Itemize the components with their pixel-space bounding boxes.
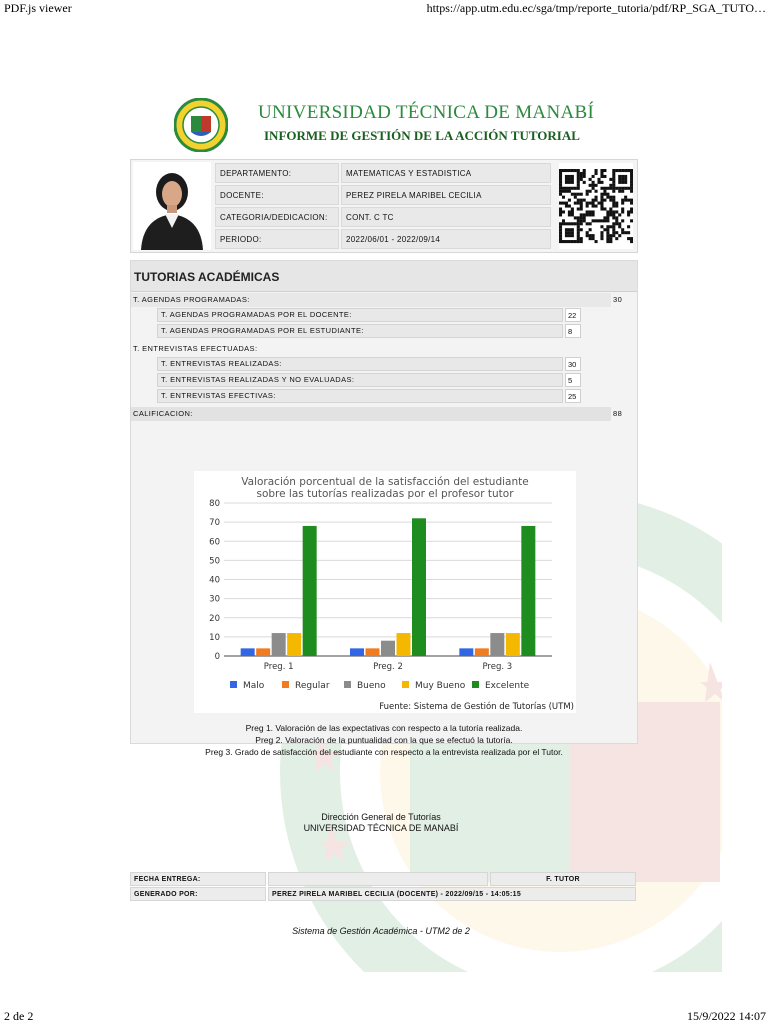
bar-regular — [366, 648, 380, 656]
y-tick-label: 40 — [209, 575, 220, 586]
info-label: PERIODO: — [215, 229, 339, 249]
teacher-info-panel — [130, 159, 638, 253]
chart-title-line1: Valoración porcentual de la satisfacción del estudiante — [241, 476, 529, 488]
chart-title-line2: sobre las tutorías realizadas por el profesor tutor — [256, 488, 514, 500]
report-title: INFORME DE GESTIÓN DE LA ACCIÓN TUTORIAL — [264, 128, 580, 143]
chart-svg — [194, 471, 576, 713]
legend-label: Regular — [295, 681, 330, 691]
bar-bueno — [381, 641, 395, 656]
bar-regular — [256, 648, 270, 656]
sga-footer: Sistema de Gestión Académica - UTM2 de 2 — [292, 926, 470, 936]
y-tick-label: 10 — [209, 632, 220, 643]
y-tick-label: 70 — [209, 518, 220, 529]
print-footer — [0, 1008, 768, 1026]
legend-swatch — [472, 681, 479, 688]
agenda-item-label: T. AGENDAS PROGRAMADAS POR EL ESTUDIANTE: — [161, 326, 364, 335]
bar-muy-bueno — [506, 633, 520, 656]
section-header — [131, 261, 637, 292]
legend-label: Muy Bueno — [415, 681, 466, 691]
teacher-photo — [133, 162, 211, 250]
calificacion-label: CALIFICACION: — [133, 409, 193, 418]
entrevistas-label: T. ENTREVISTAS EFECTUADAS: — [133, 344, 258, 353]
legend-label: Bueno — [357, 681, 386, 691]
print-datetime: 15/9/2022 14:07 — [686, 1009, 766, 1023]
ftutor-label: F. TUTOR — [490, 872, 636, 886]
direction-line2: UNIVERSIDAD TÉCNICA DE MANABÍ — [303, 823, 459, 833]
bar-muy-bueno — [287, 633, 301, 656]
generado-value: PEREZ PIRELA MARIBEL CECILIA (DOCENTE) - 2022/09/15 - 14:05:15 — [268, 887, 636, 901]
entrevista-item-label: T. ENTREVISTAS REALIZADAS Y NO EVALUADAS: — [161, 375, 355, 384]
qr-code-icon — [559, 163, 633, 249]
fecha-value — [268, 872, 488, 886]
university-title: UNIVERSIDAD TÉCNICA DE MANABÍ — [258, 102, 595, 123]
note-preg1: Preg 1. Valoración de las expectativas con respecto a la tutoría realizada. — [245, 723, 523, 733]
bar-bueno — [272, 633, 286, 656]
print-header — [0, 0, 768, 18]
report-page — [40, 22, 722, 976]
legend-swatch — [344, 681, 351, 688]
y-tick-label: 80 — [209, 499, 220, 509]
info-label: DEPARTAMENTO: — [215, 163, 339, 183]
y-tick-label: 20 — [209, 613, 220, 624]
bar-regular — [475, 648, 489, 656]
info-label: DOCENTE: — [215, 185, 339, 205]
fecha-label: FECHA ENTREGA: — [130, 872, 266, 886]
page-url[interactable]: https://app.utm.edu.ec/sga/tmp/reporte_tutoria/pdf/RP_SGA_TUTO… — [426, 1, 766, 15]
entrevista-item-value: 25 — [565, 389, 581, 403]
calificacion-row — [131, 407, 611, 421]
university-logo-icon — [174, 98, 228, 152]
viewer-title: PDF.js viewer — [4, 1, 72, 15]
generado-row — [130, 887, 636, 901]
agendas-label: T. AGENDAS PROGRAMADAS: — [133, 295, 250, 304]
calificacion-value: 88 — [613, 409, 623, 418]
section-title: TUTORIAS ACADÉMICAS — [134, 270, 280, 284]
y-tick-label: 60 — [209, 537, 220, 548]
bar-bueno — [490, 633, 504, 656]
legend-swatch — [402, 681, 409, 688]
agenda-item-label: T. AGENDAS PROGRAMADAS POR EL DOCENTE: — [161, 310, 352, 319]
x-tick-label: Preg. 1 — [263, 662, 294, 672]
note-preg2: Preg 2. Valoración de la puntualidad con la que se efectuó la tutoría. — [255, 735, 513, 745]
bar-malo — [241, 648, 255, 656]
x-tick-label: Preg. 2 — [373, 662, 403, 672]
legend-swatch — [282, 681, 289, 688]
info-row-docente — [215, 185, 551, 205]
satisfaction-chart — [194, 471, 576, 713]
info-value: MATEMATICAS Y ESTADISTICA — [341, 163, 551, 183]
agendas-total: 30 — [613, 295, 623, 304]
info-row-periodo — [215, 229, 551, 249]
info-row-departamento — [215, 163, 551, 183]
legend-label: Excelente — [485, 681, 530, 691]
legend-swatch — [230, 681, 237, 688]
bar-muy-bueno — [397, 633, 411, 656]
chart-source: Fuente: Sistema de Gestión de Tutorías (UTM) — [379, 702, 574, 712]
entrevista-item-label: T. ENTREVISTAS EFECTIVAS: — [161, 391, 276, 400]
y-tick-label: 50 — [209, 556, 220, 567]
info-value: CONT. C TC — [341, 207, 551, 227]
agenda-item-value: 22 — [565, 308, 581, 322]
legend-label: Malo — [243, 681, 265, 691]
page-counter: 2 de 2 — [4, 1009, 34, 1023]
entrevista-item-label: T. ENTREVISTAS REALIZADAS: — [161, 359, 282, 368]
tutorias-section — [130, 260, 638, 757]
bar-excelente — [303, 526, 317, 656]
info-label: CATEGORIA/DEDICACION: — [215, 207, 339, 227]
bar-excelente — [412, 518, 426, 656]
info-value: 2022/06/01 - 2022/09/14 — [341, 229, 551, 249]
fecha-entrega-row — [130, 872, 636, 886]
bar-malo — [459, 648, 473, 656]
info-row-categoria — [215, 207, 551, 227]
generado-label: GENERADO POR: — [130, 887, 266, 901]
y-tick-label: 30 — [209, 594, 220, 605]
note-preg3: Preg 3. Grado de satisfacción del estudiante con respecto a la entrevista realizada por el Tutor. — [205, 747, 563, 757]
y-tick-label: 0 — [214, 652, 220, 662]
entrevista-item-value: 30 — [565, 357, 581, 371]
bar-malo — [350, 648, 364, 656]
entrevista-item-value: 5 — [565, 373, 581, 387]
info-value: PEREZ PIRELA MARIBEL CECILIA — [341, 185, 551, 205]
direction-line1: Dirección General de Tutorías — [321, 812, 441, 822]
bar-excelente — [521, 526, 535, 656]
agenda-item-value: 8 — [565, 324, 581, 338]
x-tick-label: Preg. 3 — [482, 662, 513, 672]
